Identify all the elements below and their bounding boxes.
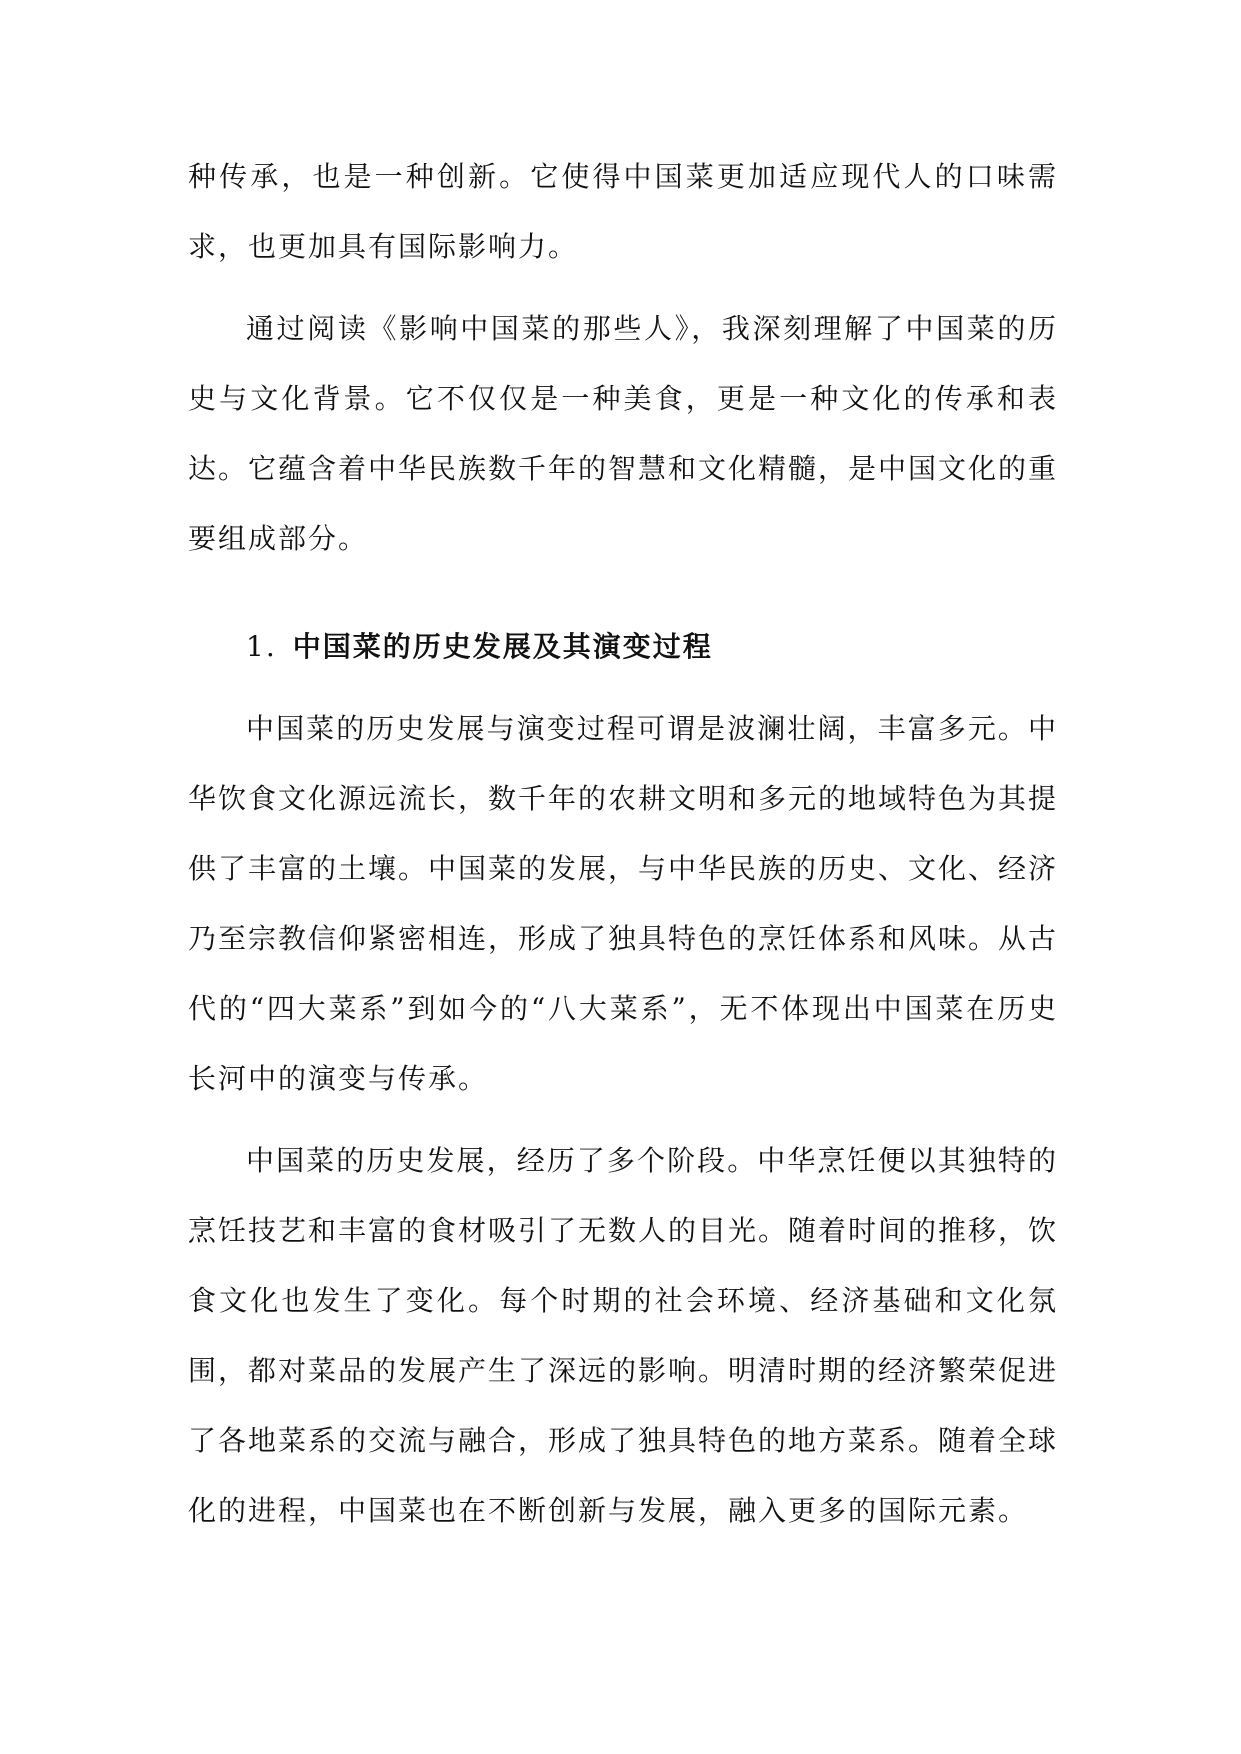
section-number: 1. [246, 630, 277, 663]
paragraph-history-stages: 中国菜的历史发展，经历了多个阶段。中华烹饪便以其独特的烹饪技艺和丰富的食材吸引了无数人的目光。随着时间的推移，饮食文化也发生了变化。每个时期的社会环境、经济基础和文化氛围，都对菜品的发展产生了深远的影响。明清时期的经济繁荣促进了各地菜系的交流与融合，形成了独具特色的地方菜系。随着全球化的进程，中国菜也在不断创新与发展，融入更多的国际元素。 [188, 1144, 1059, 1527]
paragraph-spacer [188, 682, 1058, 694]
section-heading [188, 612, 1058, 682]
paragraph-reading-reflection: 通过阅读《影响中国菜的那些人》，我深刻理解了中国菜的历史与文化背景。它不仅仅是一种美食，更是一种文化的传承和表达。它蕴含着中华民族数千年的智慧和文化精髓，是中国文化的重要组成部分。 [188, 312, 1059, 555]
paragraph-spacer [188, 282, 1058, 294]
paragraph-history-overview: 中国菜的历史发展与演变过程可谓是波澜壮阔，丰富多元。中华饮食文化源远流长，数千年的农耕文明和多元的地域特色为其提供了丰富的土壤。中国菜的发展，与中华民族的历史、文化、经济乃至宗教信仰紧密相连，形成了独具特色的烹饪体系和风味。从古代的“四大菜系”到如今的“八大菜系”，无不体现出中国菜在历史长河中的演变与传承。 [188, 712, 1059, 1095]
paragraph-continuation: 种传承，也是一种创新。它使得中国菜更加适应现代人的口味需求，也更加具有国际影响力。 [188, 160, 1058, 263]
paragraph-spacer [188, 1114, 1058, 1126]
section-spacer [188, 574, 1058, 612]
section-title: 中国菜的历史发展及其演变过程 [292, 630, 713, 663]
document-body [188, 142, 1058, 1546]
